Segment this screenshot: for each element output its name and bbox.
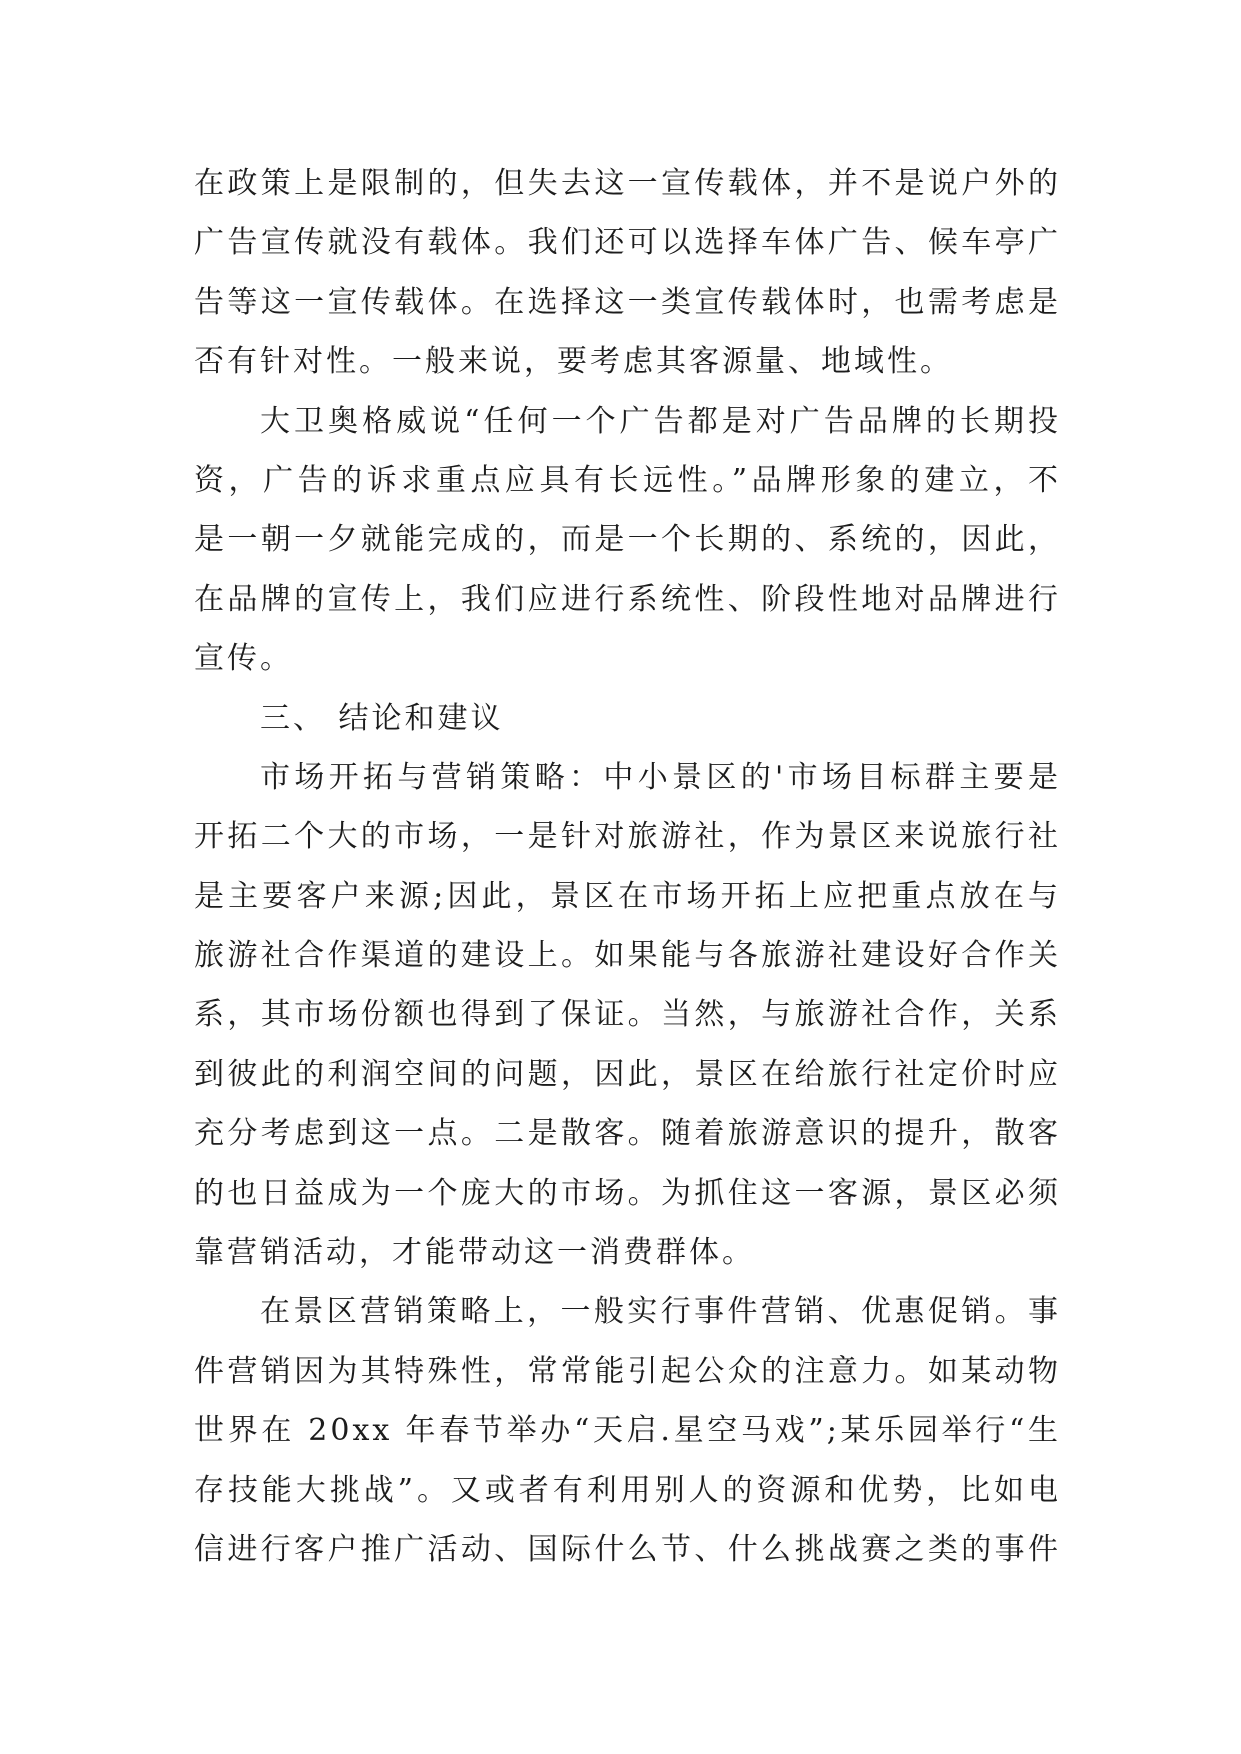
paragraph xyxy=(194,154,1061,392)
text-line: 信进行客户推广活动、国际什么节、什么挑战赛之类的事件 xyxy=(194,1531,1061,1567)
text-line: 充分考虑到这一点。二是散客。随着旅游意识的提升，散客 xyxy=(194,1116,1061,1152)
page-body xyxy=(194,154,1061,1579)
text-line: 市场开拓与营销策略：中小景区的'市场目标群主要是 xyxy=(260,759,1061,795)
text-line: 在品牌的宣传上，我们应进行系统性、阶段性地对品牌进行 xyxy=(194,581,1061,617)
text-line: 是主要客户来源;因此，景区在市场开拓上应把重点放在与 xyxy=(194,878,1061,914)
text-line: 旅游社合作渠道的建设上。如果能与各旅游社建设好合作关 xyxy=(194,938,1061,974)
text-line: 世界在 20xx 年春节举办“天启.星空马戏”;某乐园举行“生 xyxy=(194,1413,1061,1449)
text-line: 是一朝一夕就能完成的，而是一个长期的、系统的，因此， xyxy=(194,522,1061,558)
text-line: 件营销因为其特殊性，常常能引起公众的注意力。如某动物 xyxy=(194,1353,1061,1389)
text-line: 广告宣传就没有载体。我们还可以选择车体广告、候车亭广 xyxy=(194,225,1061,261)
text-line: 靠营销活动，才能带动这一消费群体。 xyxy=(194,1235,755,1271)
section-heading: 三、 结论和建议 xyxy=(260,700,504,736)
text-line: 在景区营销策略上，一般实行事件营销、优惠促销。事 xyxy=(260,1294,1061,1330)
text-line: 资，广告的诉求重点应具有长远性。”品牌形象的建立，不 xyxy=(194,462,1061,498)
paragraph xyxy=(194,1282,1061,1579)
text-line: 大卫奥格威说“任何一个广告都是对广告品牌的长期投 xyxy=(260,403,1061,439)
paragraph xyxy=(194,748,1061,1283)
text-line: 在政策上是限制的，但失去这一宣传载体，并不是说户外的 xyxy=(194,166,1061,201)
text-line: 的也日益成为一个庞大的市场。为抓住这一客源，景区必须 xyxy=(194,1175,1061,1211)
text-line: 存技能大挑战”。又或者有利用别人的资源和优势，比如电 xyxy=(194,1472,1061,1508)
paragraph xyxy=(194,392,1061,689)
text-line: 告等这一宣传载体。在选择这一类宣传载体时，也需考虑是 xyxy=(194,284,1061,320)
text-line: 宣传。 xyxy=(194,641,293,677)
text-line: 到彼此的利润空间的问题，因此，景区在给旅行社定价时应 xyxy=(194,1056,1061,1092)
text-line: 否有针对性。一般来说，要考虑其客源量、地域性。 xyxy=(194,344,953,380)
text-line: 开拓二个大的市场，一是针对旅游社，作为景区来说旅行社 xyxy=(194,819,1061,855)
text-line: 系，其市场份额也得到了保证。当然，与旅游社合作，关系 xyxy=(194,997,1061,1033)
